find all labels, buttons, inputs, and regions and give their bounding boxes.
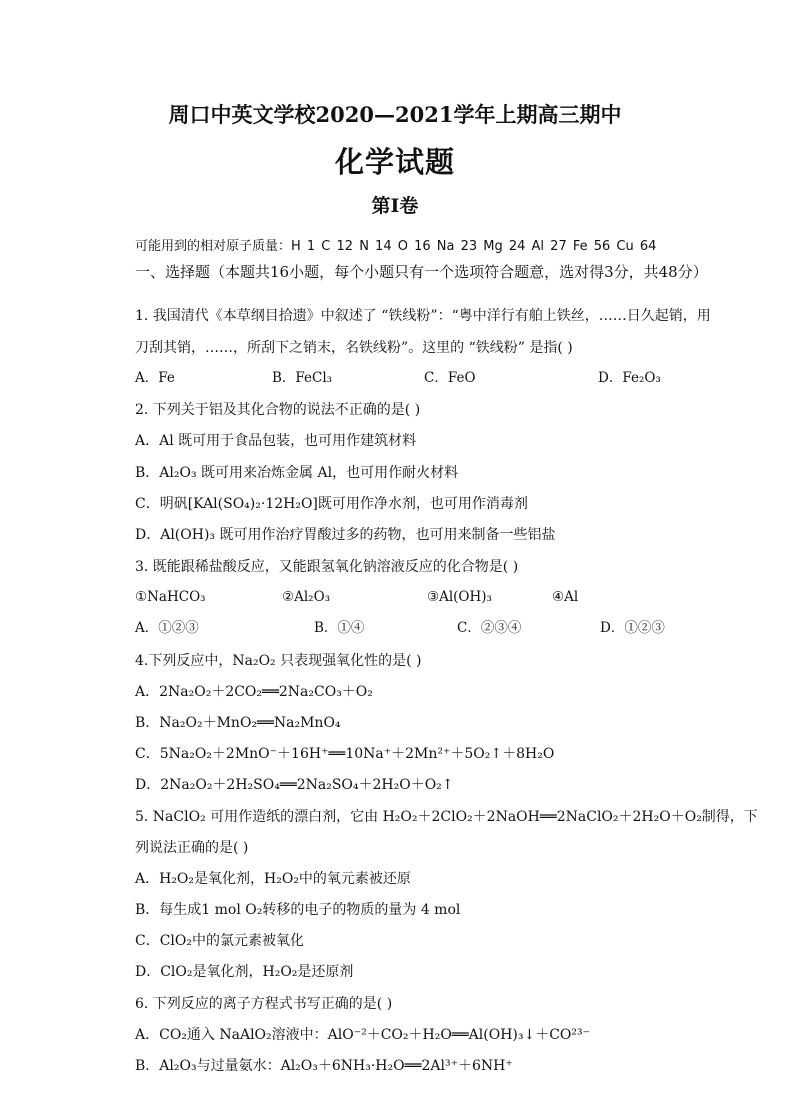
q3-option-a: A．①②③ [135,620,199,636]
q3-substance-3: ③Al(OH)₃ [427,589,492,605]
q5-option-b: B．每生成1 mol O₂转移的电子的物质的量为 4 mol [135,902,461,918]
q3-option-b: B．①④ [314,620,365,636]
q1-option-b: B．FeCl₃ [272,370,333,386]
q2-stem: 2. 下列关于铝及其化合物的说法不正确的是( ) [135,402,421,418]
q1-option-d: D．Fe₂O₃ [598,370,661,386]
q2-option-c: C．明矾[KAl(SO₄)₂·12H₂O]既可用作净水剂，也可用作消毒剂 [135,496,528,512]
section-heading: 一、选择题（本题共16小题，每个小题只有一个选项符合题意，选对得3分，共48分） [135,263,708,281]
q2-option-a: A．Al 既可用于食品包装，也可用作建筑材料 [135,433,417,449]
q5-line1: 5. NaClO₂ 可用作造纸的漂白剂，它由 H₂O₂＋2ClO₂＋2NaOH══2NaClO₂＋2H₂O＋O₂制得，下 [135,809,758,825]
q5-option-d: D．ClO₂是氧化剂，H₂O₂是还原剂 [135,964,354,980]
q1-option-a: A．Fe [135,370,175,386]
q2-option-d: D．Al(OH)₃ 既可用作治疗胃酸过多的药物，也可用来制备一些铝盐 [135,527,556,543]
q1-line2: 刀刮其销，……，所刮下之销末，名铁线粉”。这里的 “铁线粉” 是指( ) [135,340,573,356]
q1-line1: 1. 我国清代《本草纲目拾遗》中叙述了 “铁线粉”：“粤中洋行有舶上铁丝，……日久起销，用 [135,308,711,324]
q3-stem: 3. 既能跟稀盐酸反应，又能跟氢氧化钠溶液反应的化合物是( ) [135,559,519,575]
q6-stem: 6. 下列反应的离子方程式书写正确的是( ) [135,996,393,1012]
q3-option-d: D．①②③ [600,620,665,636]
q3-substance-2: ②Al₂O₃ [282,589,331,605]
q3-substance-4: ④Al [552,589,579,605]
subject-title: 化学试题 [334,145,455,179]
q5-line2: 列说法正确的是( ) [135,840,249,856]
q1-option-c: C．FeO [424,370,476,386]
volume-title: 第Ⅰ卷 [371,195,419,217]
q4-option-a: A．2Na₂O₂＋2CO₂══2Na₂CO₃＋O₂ [135,684,373,700]
q6-option-b: B．Al₂O₃与过量氨水：Al₂O₃＋6NH₃·H₂O══2Al³⁺＋6NH⁺ [135,1058,513,1074]
q4-option-d: D．2Na₂O₂＋2H₂SO₄══2Na₂SO₄＋2H₂O＋O₂↑ [135,777,454,793]
q5-option-c: C．ClO₂中的氯元素被氧化 [135,933,304,949]
atomic-masses: 可能用到的相对原子质量：H 1 C 12 N 14 O 16 Na 23 Mg 24 Al 27 Fe 56 Cu 64 [135,239,657,254]
q4-option-c: C．5Na₂O₂＋2MnO⁻＋16H⁺══10Na⁺＋2Mn²⁺＋5O₂↑＋8H₂O [135,746,555,762]
school-title: 周口中英文学校2020—2021学年上期高三期中 [168,102,622,127]
q4-option-b: B．Na₂O₂＋MnO₂══Na₂MnO₄ [135,715,341,731]
q3-substance-1: ①NaHCO₃ [135,589,206,605]
q3-option-c: C．②③④ [457,620,522,636]
q2-option-b: B．Al₂O₃ 既可用来冶炼金属 Al，也可用作耐火材料 [135,465,459,481]
q4-stem: 4.下列反应中，Na₂O₂ 只表现强氧化性的是( ) [135,653,422,669]
q5-option-a: A．H₂O₂是氧化剂，H₂O₂中的氧元素被还原 [135,871,411,887]
q6-option-a: A．CO₂通入 NaAlO₂溶液中：AlO⁻²＋CO₂＋H₂O══Al(OH)₃↓＋CO²³⁻ [135,1027,591,1043]
